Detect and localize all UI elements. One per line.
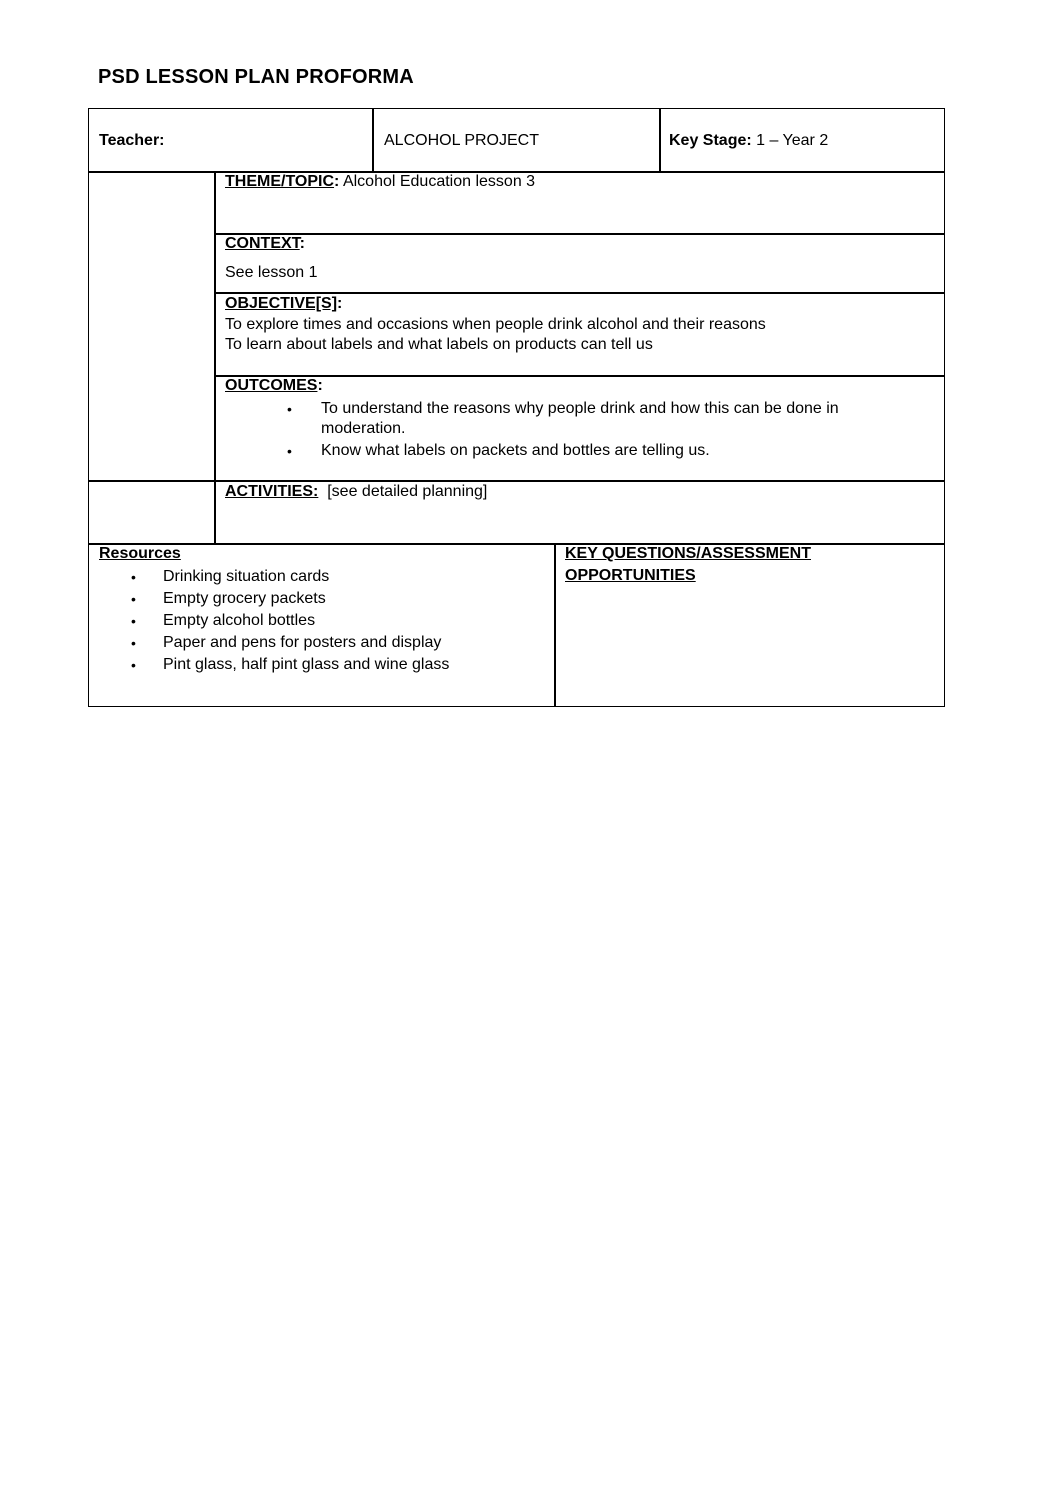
key-stage xyxy=(669,131,828,151)
project-name: ALCOHOL PROJECT xyxy=(384,132,539,149)
resource-item-3: Empty alcohol bottles xyxy=(163,612,316,629)
theme-value: Alcohol Education lesson 3 xyxy=(339,173,536,190)
list-item xyxy=(99,610,539,632)
outcome-item-2: Know what labels on packets and bottles are telling us. xyxy=(321,442,710,459)
col-divider-left xyxy=(214,172,216,544)
page-title: PSD LESSON PLAN PROFORMA xyxy=(98,66,414,88)
key-questions-heading-line-2: OPPORTUNITIES xyxy=(565,567,696,584)
col-divider-header-2 xyxy=(659,109,661,172)
bullet-icon: • xyxy=(131,613,136,629)
list-item xyxy=(99,654,539,676)
resource-item-5: Pint glass, half pint glass and wine glass xyxy=(163,656,450,673)
bullet-icon: • xyxy=(131,591,136,607)
activities xyxy=(225,482,487,502)
resources-heading xyxy=(99,544,181,564)
outcome-item-1: To understand the reasons why people drink and how this can be done in moderation. xyxy=(321,400,839,437)
activities-value: [see detailed planning] xyxy=(318,483,488,500)
context-heading xyxy=(225,234,305,254)
key-stage-label: Key Stage: xyxy=(669,132,752,149)
resource-item-2: Empty grocery packets xyxy=(163,590,326,607)
bullet-icon: • xyxy=(131,635,136,651)
resource-item-4: Paper and pens for posters and display xyxy=(163,634,442,651)
resources-label: Resources xyxy=(99,545,181,562)
theme-colon: : xyxy=(334,173,340,190)
bullet-icon: • xyxy=(287,443,292,459)
list-item xyxy=(225,399,925,439)
outcomes-colon: : xyxy=(317,377,323,394)
objectives-label: OBJECTIVE[S] xyxy=(225,295,338,312)
context-label: CONTEXT xyxy=(225,235,300,252)
lesson-plan-table xyxy=(88,108,945,707)
outcomes-label: OUTCOMES xyxy=(225,377,318,394)
list-item xyxy=(99,632,539,654)
objective-line-1: To explore times and occasions when people drink alcohol and their reasons xyxy=(225,316,766,333)
objectives-heading xyxy=(225,294,342,314)
row-divider-objectives xyxy=(215,375,944,377)
theme-label: THEME/TOPIC xyxy=(225,173,335,190)
list-item xyxy=(99,588,539,610)
row-divider-theme xyxy=(215,233,944,235)
resource-item-1: Drinking situation cards xyxy=(163,568,330,585)
theme-topic xyxy=(225,172,535,192)
objective-line-2: To learn about labels and what labels on products can tell us xyxy=(225,336,653,353)
bullet-icon: • xyxy=(131,657,136,673)
list-item xyxy=(225,441,925,461)
bullet-icon: • xyxy=(131,569,136,585)
row-divider-outcomes xyxy=(89,480,944,482)
col-divider-header-1 xyxy=(372,109,374,172)
bullet-icon: • xyxy=(287,401,292,417)
activities-label: ACTIVITIES: xyxy=(225,483,319,500)
context-value: See lesson 1 xyxy=(225,264,318,281)
outcomes-list xyxy=(225,399,925,461)
list-item xyxy=(99,566,539,588)
teacher-label: Teacher: xyxy=(99,132,165,149)
context-colon: : xyxy=(299,235,305,252)
resources-list xyxy=(99,566,539,676)
key-questions-heading-line-1: KEY QUESTIONS/ASSESSMENT xyxy=(565,545,811,562)
key-stage-value: 1 – Year 2 xyxy=(751,132,829,149)
objectives-colon: : xyxy=(337,295,343,312)
row-divider-activities xyxy=(89,543,944,545)
col-divider-resources xyxy=(554,544,556,706)
outcomes-heading xyxy=(225,376,323,396)
